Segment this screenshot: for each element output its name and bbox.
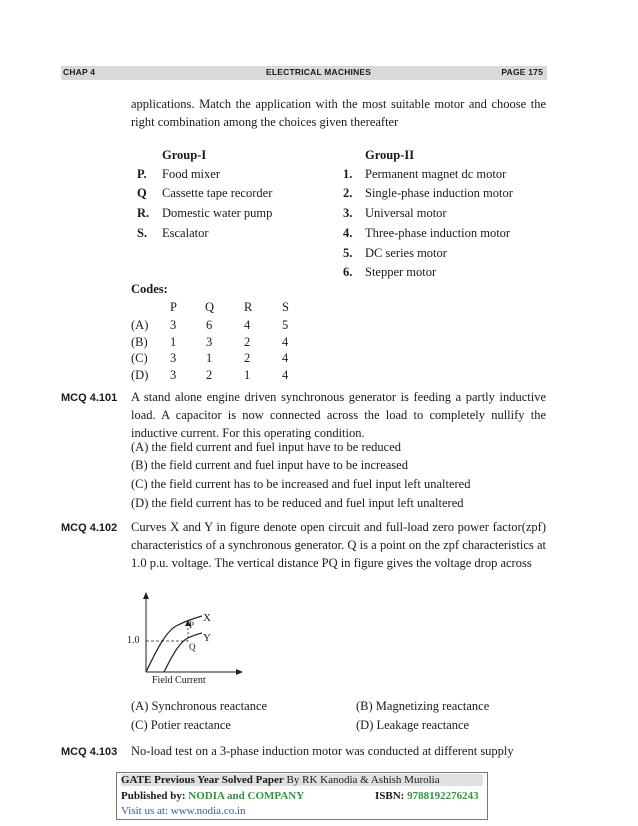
answer-option: (C) Potier reactance <box>131 718 231 732</box>
footer-book-title: GATE Previous Year Solved Paper <box>121 774 284 786</box>
group2-key: 3. <box>343 206 353 220</box>
group2-title: Group-II <box>365 148 415 162</box>
answer-option: (A) Synchronous reactance <box>131 699 268 713</box>
codes-header: Q <box>205 300 215 314</box>
curve-x-label: X <box>203 612 211 624</box>
question-text: A stand alone engine driven synchronous generator is feeding a partly inductive load. A capacitor is now connected across the load to completely nullify the inductive current. For this operating condition. <box>131 390 546 440</box>
point-p-label: P <box>189 620 195 630</box>
group1-title: Group-I <box>162 148 207 162</box>
group1-key: P. <box>137 167 147 181</box>
codes-cell: 1 <box>206 351 213 365</box>
publisher-name: NODIA and COMPANY <box>188 790 305 802</box>
point-q-label: Q <box>189 642 196 652</box>
group2-key: 5. <box>343 246 353 260</box>
publisher-footer <box>116 772 488 820</box>
isbn-label: ISBN: <box>375 790 408 802</box>
group1-item: Escalator <box>162 226 209 240</box>
codes-header: R <box>244 300 253 314</box>
codes-cell: 2 <box>244 335 251 349</box>
codes-option: (B) <box>131 335 148 349</box>
question-number: MCQ 4.102 <box>61 522 118 534</box>
answer-option: (D) the field current has to be reduced and fuel input left unaltered <box>131 496 464 510</box>
group1-key: S. <box>137 226 148 240</box>
group1-key: R. <box>137 206 150 220</box>
group2-item: Three-phase induction motor <box>365 226 511 240</box>
group2-key: 2. <box>343 186 353 200</box>
group2-item: Universal motor <box>365 206 447 220</box>
question-text: Curves X and Y in figure denote open circuit and full-load zero power factor(zpf) characteristics of a synchronous generator. Q is a point on the zpf characteristics at 1.0 p.u. voltage. The vertical distance PQ in figure gives the voltage drop across <box>131 520 546 570</box>
x-axis-label: Field Current <box>152 675 206 686</box>
codes-cell: 4 <box>282 368 289 382</box>
codes-cell: 6 <box>206 318 213 332</box>
codes-cell: 3 <box>170 318 177 332</box>
isbn-value: 9788192276243 <box>407 790 479 802</box>
codes-cell: 1 <box>244 368 251 382</box>
codes-option: (C) <box>131 351 148 365</box>
answer-option: (B) Magnetizing reactance <box>356 699 490 713</box>
group1-item: Food mixer <box>162 167 220 181</box>
footer-title-line <box>121 774 483 786</box>
codes-cell: 3 <box>206 335 213 349</box>
codes-label: Codes: <box>131 282 168 296</box>
intro-text: applications. Match the application with the most suitable motor and choose the right combination among the choices given thereafter <box>131 97 546 129</box>
codes-cell: 5 <box>282 318 289 332</box>
codes-header: S <box>282 300 289 314</box>
group1-key: Q <box>137 186 147 200</box>
question-number: MCQ 4.101 <box>61 392 118 404</box>
group2-item: Stepper motor <box>365 265 437 279</box>
group2-item: Single-phase induction motor <box>365 186 513 200</box>
answer-option: (C) the field current has to be increased and fuel input left unaltered <box>131 477 471 491</box>
chapter-title: ELECTRICAL MACHINES <box>266 67 372 77</box>
codes-option: (D) <box>131 368 149 382</box>
codes-cell: 3 <box>170 351 177 365</box>
codes-option: (A) <box>131 318 149 332</box>
group2-key: 1. <box>343 167 353 181</box>
group2-item: Permanent magnet dc motor <box>365 167 507 181</box>
group2-key: 4. <box>343 226 353 240</box>
codes-header: P <box>170 300 177 314</box>
y-axis-arrow <box>143 592 149 599</box>
answer-option: (B) the field current and fuel input have to be increased <box>131 458 408 472</box>
group2-key: 6. <box>343 265 353 279</box>
codes-cell: 4 <box>282 351 289 365</box>
codes-cell: 2 <box>206 368 213 382</box>
chapter-label: CHAP 4 <box>63 67 96 77</box>
codes-cell: 4 <box>244 318 251 332</box>
footer-publisher-line <box>121 790 304 802</box>
group1-item: Domestic water pump <box>162 206 273 220</box>
question-text: No-load test on a 3-phase induction motor was conducted at different supply <box>131 744 514 758</box>
question-number: MCQ 4.103 <box>61 746 118 758</box>
published-label: Published by: <box>121 790 189 802</box>
answer-option: (D) Leakage reactance <box>356 718 470 732</box>
x-axis-arrow <box>236 669 243 675</box>
group1-item: Cassette tape recorder <box>162 186 273 200</box>
page-header <box>61 66 547 80</box>
footer-isbn-line <box>375 790 479 802</box>
codes-cell: 4 <box>282 335 289 349</box>
y-tick-label: 1.0 <box>127 635 140 646</box>
footer-website-link[interactable]: Visit us at: www.nodia.co.in <box>121 805 246 817</box>
curve-y-label: Y <box>203 632 211 644</box>
codes-cell: 2 <box>244 351 251 365</box>
footer-authors: By RK Kanodia & Ashish Murolia <box>283 774 440 786</box>
codes-cell: 1 <box>170 335 177 349</box>
curve-y <box>164 633 202 672</box>
group2-item: DC series motor <box>365 246 447 260</box>
answer-option: (A) the field current and fuel input have to be reduced <box>131 440 402 454</box>
codes-cell: 3 <box>170 368 177 382</box>
page-number: PAGE 175 <box>501 67 543 77</box>
